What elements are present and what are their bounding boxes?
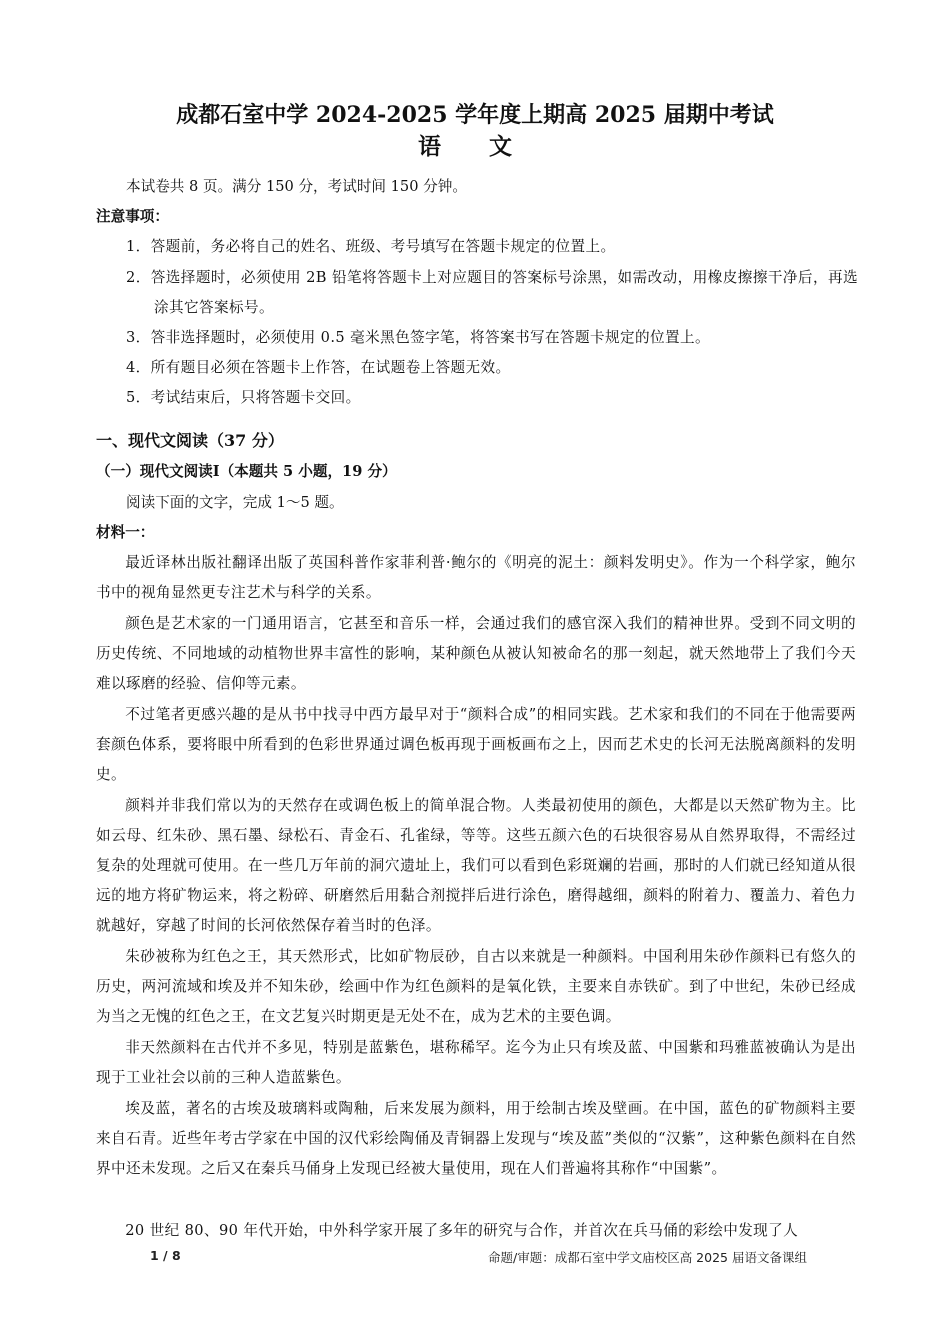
- paragraph: 不过笔者更感兴趣的是从书中找寻中西方最早对于“颜料合成”的相同实践。艺术家和我们的不同在于他需要两套颜色体系，要将眼中所看到的色彩世界通过调色板再现于画板画布之上，因而艺术史的长河无法脱离颜料的发明史。: [96, 706, 856, 783]
- material-label: 材料一：: [96, 524, 155, 541]
- paragraph: 颜色是艺术家的一门通用语言，它甚至和音乐一样，会通过我们的感官深入我们的精神世界。受到不同文明的历史传统、不同地域的动植物世界丰富性的影响，某种颜色从被认知被命名的那一刻起，就天然地带上了我们今天难以琢磨的经验、信仰等元素。: [96, 615, 856, 692]
- paragraph: 非天然颜料在古代并不多见，特别是蓝紫色，堪称稀罕。迄今为止只有埃及蓝、中国紫和玛雅蓝被确认为是出现于工业社会以前的三种人造蓝紫色。: [96, 1039, 856, 1086]
- notice-item: 4．所有题目必须在答题卡上作答，在试题卷上答题无效。: [126, 359, 511, 376]
- page-number: 1 / 8: [150, 1248, 181, 1263]
- paragraph: 朱砂被称为红色之王，其天然形式，比如矿物辰砂，自古以来就是一种颜料。中国利用朱砂作颜料已有悠久的历史，两河流域和埃及并不知朱砂，绘画中作为红色颜料的是氧化铁，主要来自赤铁矿。到了中世纪，朱砂已经成为当之无愧的红色之王，在文艺复兴时期更是无处不在，成为艺术的主要色调。: [96, 948, 856, 1025]
- section-heading: 一、现代文阅读（37 分）: [96, 431, 284, 450]
- notice-item: 1．答题前，务必将自己的姓名、班级、考号填写在答题卡规定的位置上。: [126, 238, 616, 255]
- paragraph: 埃及蓝，著名的古埃及玻璃料或陶釉，后来发展为颜料，用于绘制古埃及壁画。在中国，蓝色的矿物颜料主要来自石青。近些年考古学家在中国的汉代彩绘陶俑及青铜器上发现与“埃及蓝”类似的“汉紫”，这种紫色颜料在自然界中还未发现。之后又在秦兵马俑身上发现已经被大量使用，现在人们普遍将其称作“中国紫”。: [96, 1100, 856, 1177]
- notice-heading: 注意事项：: [96, 208, 169, 225]
- notice-item: [126, 263, 858, 323]
- exam-title: 成都石室中学 2024-2025 学年度上期高 2025 届期中考试: [176, 102, 774, 128]
- subject-title: 语 文: [417, 133, 532, 160]
- notice-item: 3．答非选择题时，必须使用 0.5 毫米黑色签字笔，将答案书写在答题卡规定的位置上。: [126, 329, 710, 346]
- subsection-heading: （一）现代文阅读Ⅰ（本题共 5 小题，19 分）: [96, 463, 397, 480]
- reading-instruction: 阅读下面的文字，完成 1～5 题。: [126, 494, 344, 511]
- notice-item: 5．考试结束后，只将答题卡交回。: [126, 389, 361, 406]
- footer-credit: 命题/审题：成都石室中学文庙校区高 2025 届语文备课组: [488, 1250, 807, 1265]
- intro-line: 本试卷共 8 页。满分 150 分，考试时间 150 分钟。: [126, 178, 467, 195]
- notice-item-text: 2．答选择题时，必须使用 2B 铅笔将答题卡上对应题目的答案标号涂黑，如需改动，用橡皮擦擦干净后，再选涂其它答案标号。: [126, 269, 858, 316]
- paragraph: 颜料并非我们常以为的天然存在或调色板上的简单混合物。人类最初使用的颜色，大都是以天然矿物为主。比如云母、红朱砂、黑石墨、绿松石、青金石、孔雀绿，等等。这些五颜六色的石块很容易从自然界取得，不需经过复杂的处理就可使用。在一些几万年前的洞穴遗址上，我们可以看到色彩斑斓的岩画，那时的人们就已经知道从很远的地方将矿物运来，将之粉碎、研磨然后用黏合剂搅拌后进行涂色，磨得越细，颜料的附着力、覆盖力、着色力就越好，穿越了时间的长河依然保存着当时的色泽。: [96, 797, 856, 934]
- paragraph: 最近译林出版社翻译出版了英国科普作家菲利普·鲍尔的《明亮的泥土：颜料发明史》。作为一个科学家，鲍尔书中的视角显然更专注艺术与科学的关系。: [96, 554, 856, 601]
- paragraph: 20 世纪 80、90 年代开始，中外科学家开展了多年的研究与合作，并首次在兵马俑的彩绘中发现了人: [125, 1222, 799, 1239]
